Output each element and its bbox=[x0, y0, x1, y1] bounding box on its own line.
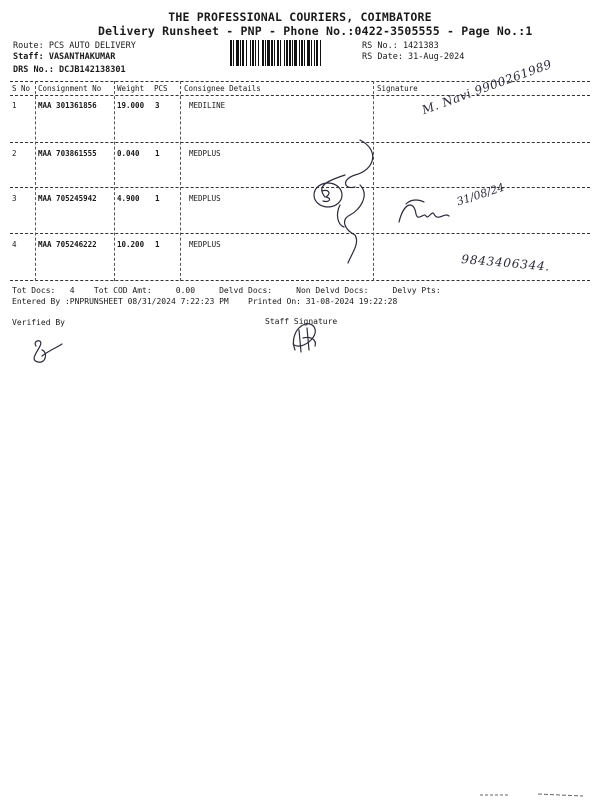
barcode-bar bbox=[301, 40, 303, 66]
barcode-bar bbox=[265, 40, 266, 66]
column-divider bbox=[180, 81, 181, 281]
rs-date: RS Date: 31-Aug-2024 bbox=[362, 52, 465, 62]
row-consignment: MAA 705246222 bbox=[38, 240, 97, 249]
barcode-bar bbox=[258, 40, 259, 66]
col-header-consignment: Consignment No bbox=[38, 84, 102, 93]
row-pcs: 3 bbox=[155, 101, 160, 110]
scan-artifact-marks bbox=[478, 792, 588, 798]
barcode-bar bbox=[255, 40, 256, 66]
col-header-consignee: Consignee Details bbox=[184, 84, 261, 93]
barcode-bar bbox=[252, 40, 254, 66]
handwritten-receiver: M. Navi 9900261989 bbox=[420, 57, 554, 118]
row-pcs: 1 bbox=[155, 240, 160, 249]
table-bottom-rule bbox=[10, 280, 590, 281]
barcode-bar bbox=[277, 40, 279, 66]
row-consignment: MAA 301361856 bbox=[38, 101, 97, 110]
barcode-bar bbox=[280, 40, 281, 66]
row-consignee: MEDILINE bbox=[189, 101, 226, 110]
barcode-bar bbox=[240, 40, 241, 66]
row-sno: 2 bbox=[12, 149, 17, 158]
barcode-bar bbox=[250, 40, 251, 66]
barcode-bar bbox=[271, 40, 273, 66]
handwritten-phone: 9843406344. bbox=[460, 252, 551, 274]
col-header-sno: S No bbox=[12, 84, 31, 93]
verifier-signature bbox=[28, 336, 68, 368]
barcode-bar bbox=[230, 40, 232, 66]
barcode-bar bbox=[284, 40, 285, 66]
row-pcs: 1 bbox=[155, 194, 160, 203]
rs-number: RS No.: 1421383 bbox=[362, 41, 439, 51]
row-weight: 4.900 bbox=[117, 194, 140, 203]
company-title: THE PROFESSIONAL COURIERS, COIMBATORE bbox=[168, 10, 432, 24]
barcode-image bbox=[230, 40, 356, 66]
row-consignment: MAA 703861555 bbox=[38, 149, 97, 158]
barcode-bar bbox=[289, 40, 291, 66]
row-consignee: MEDPLUS bbox=[189, 149, 221, 158]
row-consignee: MEDPLUS bbox=[189, 240, 221, 249]
staff-signature-label: Staff Signature bbox=[265, 317, 338, 326]
barcode-bar bbox=[233, 40, 234, 66]
col-header-weight: Weight bbox=[117, 84, 145, 93]
barcode-bar bbox=[274, 40, 275, 66]
barcode-bar bbox=[262, 40, 264, 66]
verified-by-label: Verified By bbox=[12, 318, 65, 327]
entered-by-line: Entered By :PNPRUNSHEET 08/31/2024 7:22:23 PM Printed On: 31-08-2024 19:22:28 bbox=[12, 297, 398, 306]
column-divider bbox=[114, 81, 115, 281]
row-consignee: MEDPLUS bbox=[189, 194, 221, 203]
barcode-bar bbox=[311, 40, 312, 66]
barcode-bar bbox=[292, 40, 293, 66]
row-sno: 1 bbox=[12, 101, 17, 110]
barcode-bar bbox=[236, 40, 239, 66]
row-sno: 3 bbox=[12, 194, 17, 203]
row-weight: 10.200 bbox=[117, 240, 145, 249]
barcode-bar bbox=[246, 40, 247, 66]
table-header-rule bbox=[10, 95, 590, 96]
handwritten-date: 31/08/24 bbox=[455, 180, 507, 209]
barcode-bar bbox=[299, 40, 300, 66]
row-weight: 0.040 bbox=[117, 149, 140, 158]
barcode-bar bbox=[294, 40, 297, 66]
barcode-bar bbox=[242, 40, 244, 66]
runsheet-subtitle: Delivery Runsheet - PNP - Phone No.:0422-3505555 - Page No.:1 bbox=[98, 24, 533, 38]
barcode-bar bbox=[286, 40, 288, 66]
signature-scribble-large bbox=[300, 135, 390, 270]
col-header-pcs: PCS bbox=[154, 84, 168, 93]
row-weight: 19.000 bbox=[117, 101, 145, 110]
barcode-bar bbox=[320, 40, 321, 66]
barcode-bar bbox=[304, 40, 305, 66]
barcode-bar bbox=[316, 40, 318, 66]
route-label: Route: PCS AUTO DELIVERY bbox=[13, 41, 136, 51]
col-header-signature: Signature bbox=[377, 84, 418, 93]
column-divider bbox=[35, 81, 36, 281]
row-consignment: MAA 705245942 bbox=[38, 194, 97, 203]
staff-label: Staff: VASANTHAKUMAR bbox=[13, 52, 116, 62]
signature-scribble-row3 bbox=[394, 192, 454, 232]
drs-number: DRS No.: DCJB142138301 bbox=[13, 65, 126, 75]
totals-line: Tot Docs: 4 Tot COD Amt: 0.00 Delvd Docs: Non Delvd Docs: Delvy Pts: bbox=[12, 286, 441, 295]
barcode-bar bbox=[314, 40, 315, 66]
row-pcs: 1 bbox=[155, 149, 160, 158]
barcode-bar bbox=[307, 40, 310, 66]
barcode-bar bbox=[267, 40, 270, 66]
row-sno: 4 bbox=[12, 240, 17, 249]
